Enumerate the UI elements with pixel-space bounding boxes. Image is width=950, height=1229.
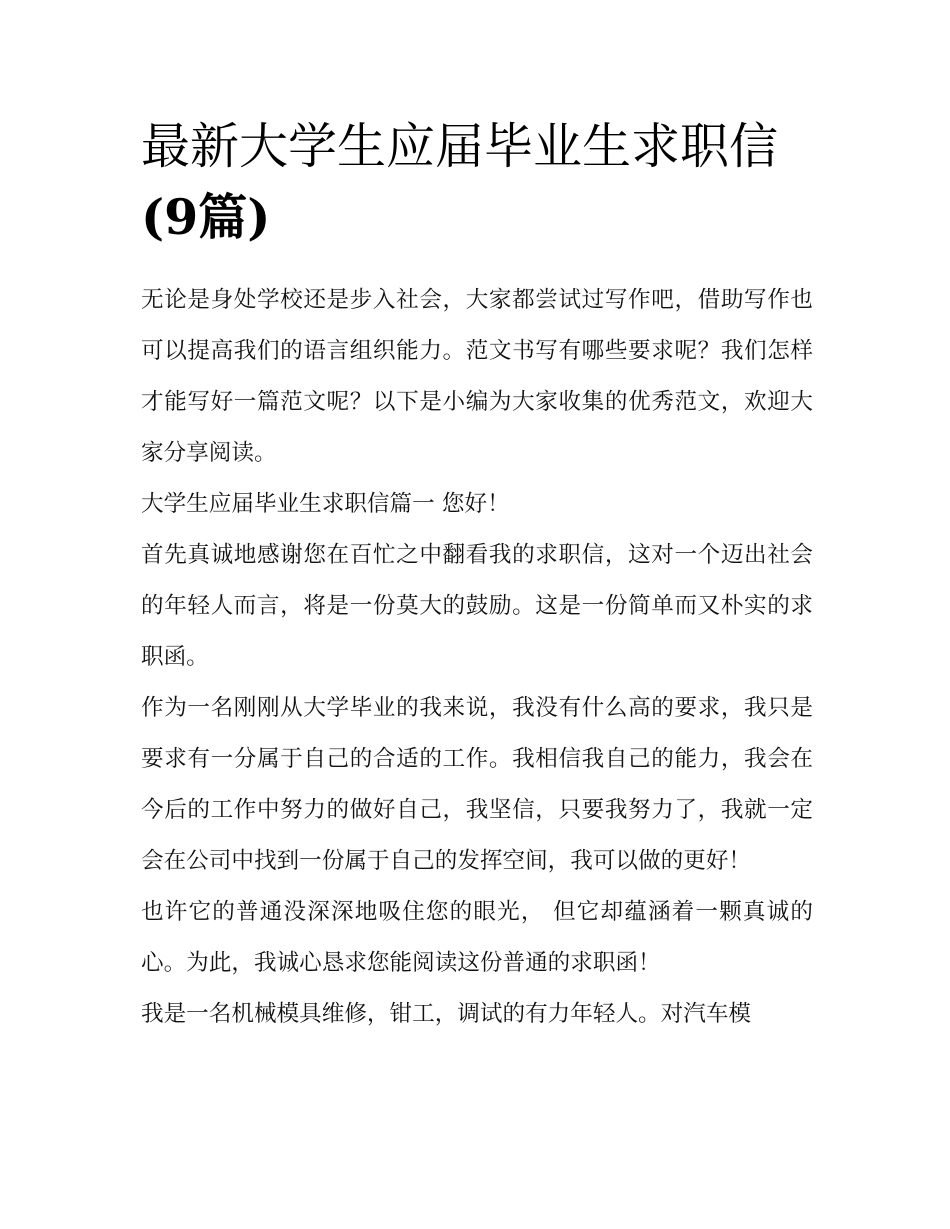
document-title-line1: 最新大学生应届毕业生求职信	[141, 118, 779, 175]
document-content	[141, 112, 813, 1040]
document-title	[141, 112, 813, 253]
document-body	[141, 275, 813, 1040]
paragraph-skills: 我是一名机械模具维修，钳工，调试的有力年轻人。对汽车模	[141, 1001, 752, 1027]
document-title-line2: (9篇)	[141, 188, 271, 246]
paragraph-section-heading: 大学生应届毕业生求职信篇一 您好！	[141, 491, 510, 517]
paragraph-graduate: 作为一名刚刚从大学毕业的我来说，我没有什么高的要求，我只是要求有一分属于自己的合适的工作。我相信我自己的能力，我会在今后的工作中努力的做好自己，我坚信，只要我努力了，我就一定会在公司中找到一份属于自己的发挥空间，我可以做的更好！	[141, 695, 813, 874]
paragraph-sincere: 也许它的普通没深深地吸住您的眼光， 但它却蕴涵着一颗真诚的心。为此，我诚心恳求您能阅读这份普通的求职函！	[141, 899, 813, 976]
paragraph-thanks: 首先真诚地感谢您在百忙之中翻看我的求职信，这对一个迈出社会的年轻人而言，将是一份莫大的鼓励。这是一份简单而又朴实的求职函。	[141, 542, 813, 670]
paragraph-intro: 无论是身处学校还是步入社会，大家都尝试过写作吧，借助写作也可以提高我们的语言组织能力。范文书写有哪些要求呢？我们怎样才能写好一篇范文呢？以下是小编为大家收集的优秀范文，欢迎大家分享阅读。	[141, 287, 813, 466]
